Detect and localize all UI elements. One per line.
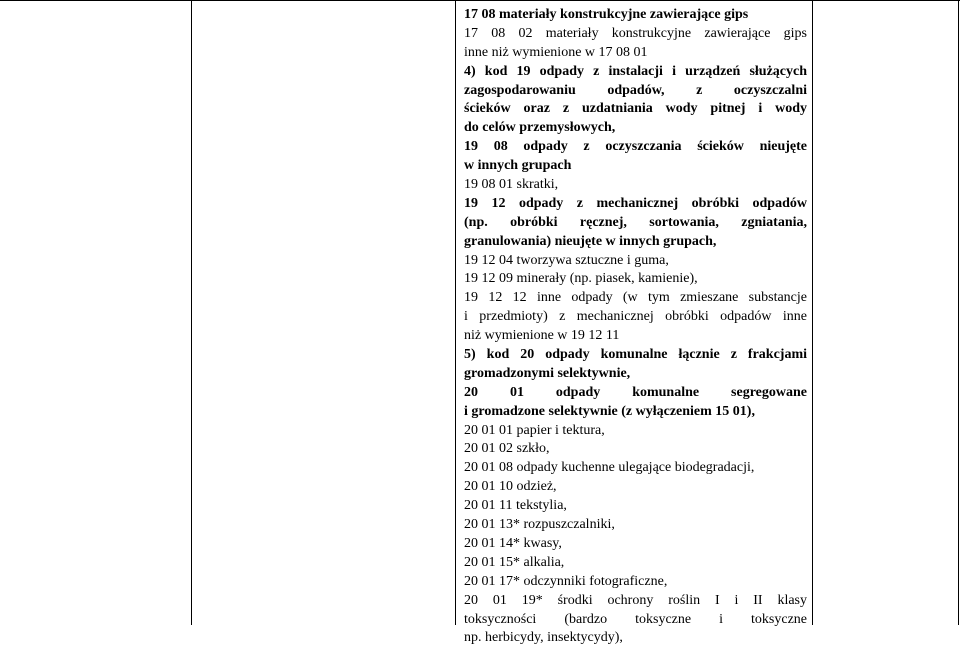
text-line: 20 01 17* odczynniki fotograficzne, [464, 573, 668, 589]
table-column-border [958, 0, 959, 625]
text-line: 19 08 01 skratki, [464, 177, 559, 193]
text-line: inne niż wymienione w 17 08 01 [464, 44, 648, 60]
text-line: 20 01 19* środki ochrony roślin I i II klasy [464, 592, 807, 608]
text-line: 5) kod 20 odpady komunalne łącznie z frakcjami [464, 347, 807, 363]
text-line: 20 01 02 szkło, [464, 441, 550, 457]
text-line: granulowania) nieujęte w innych grupach, [464, 233, 717, 249]
text-line: 17 08 materiały konstrukcyjne zawierające gips [464, 7, 749, 22]
text-line: do celów przemysłowych, [464, 120, 616, 136]
text-line: 20 01 08 odpady kuchenne ulegające biodegradacji, [464, 460, 755, 476]
waste-codes-cell [464, 6, 807, 648]
text-line: w innych grupach [464, 158, 572, 174]
text-line: toksyczności (bardzo toksyczne i toksyczne [464, 611, 807, 627]
text-line: 20 01 14* kwasy, [464, 535, 562, 551]
text-line: ścieków oraz z uzdatniania wody pitnej i wody [464, 101, 807, 117]
table-column-border [191, 0, 192, 625]
table-top-border [0, 0, 960, 1]
text-line: 20 01 01 papier i tektura, [464, 422, 605, 438]
table-column-border [812, 0, 813, 625]
text-line: 19 12 odpady z mechanicznej obróbki odpadów [464, 195, 807, 211]
text-line: gromadzonymi selektywnie, [464, 365, 631, 381]
text-line: 20 01 odpady komunalne segregowane [464, 384, 807, 400]
text-line: zagospodarowaniu odpadów, z oczyszczalni [464, 82, 807, 98]
text-line: 20 01 13* rozpuszczalniki, [464, 517, 615, 533]
text-line: np. herbicydy, insektycydy), [464, 630, 623, 646]
text-line: 20 01 11 tekstylia, [464, 498, 567, 514]
text-line: i gromadzone selektywnie (z wyłączeniem 15 01), [464, 403, 755, 419]
text-line: 4) kod 19 odpady z instalacji i urządzeń służących [464, 63, 807, 79]
text-line: 17 08 02 materiały konstrukcyjne zawierające gips [464, 25, 807, 41]
text-line: 19 12 04 tworzywa sztuczne i guma, [464, 252, 669, 268]
text-line: niż wymienione w 19 12 11 [464, 328, 620, 344]
text-line: 19 12 09 minerały (np. piasek, kamienie), [464, 271, 698, 287]
text-line: 19 12 12 inne odpady (w tym zmieszane substancje [464, 290, 807, 306]
text-line: 20 01 15* alkalia, [464, 554, 565, 570]
text-line: 19 08 odpady z oczyszczania ścieków nieujęte [464, 139, 807, 155]
table-column-border [455, 0, 456, 625]
text-line: (np. obróbki ręcznej, sortowania, zgniatania, [464, 214, 807, 230]
text-line: i przedmioty) z mechanicznej obróbki odpadów inne [464, 309, 807, 325]
text-line: 20 01 10 odzież, [464, 479, 557, 495]
